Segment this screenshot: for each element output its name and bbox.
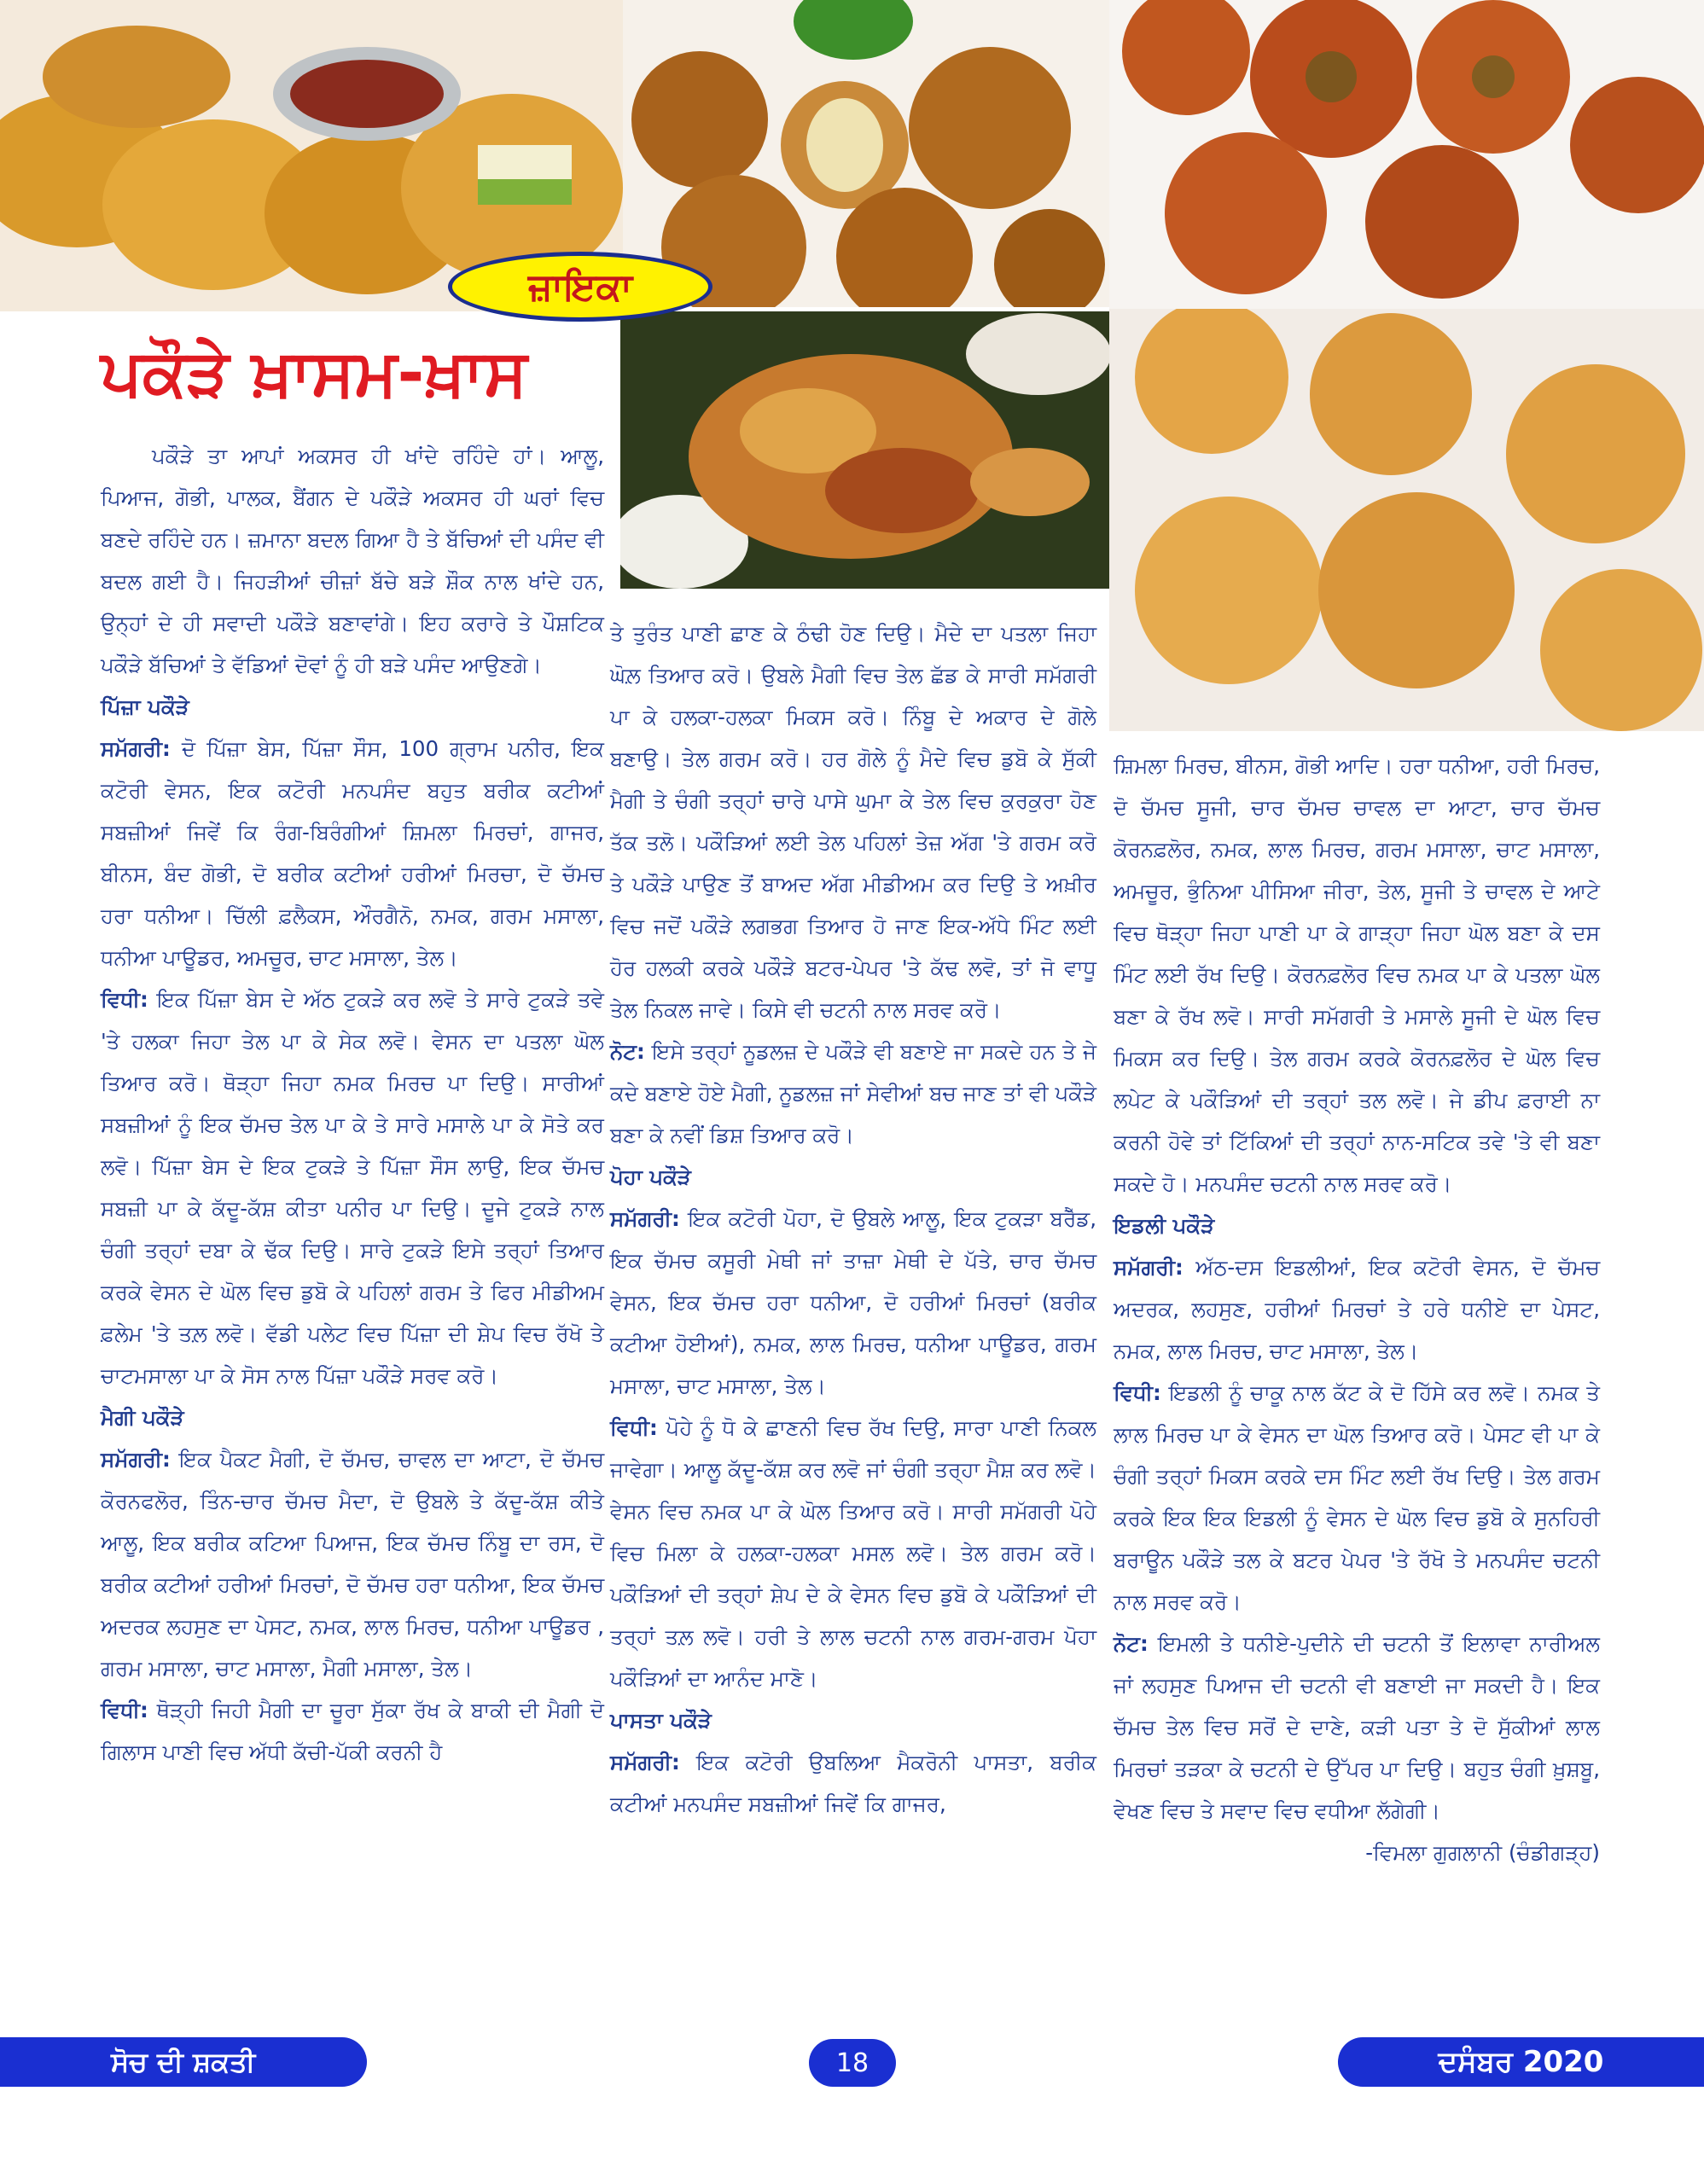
idli-method: ਵਿਧੀ: ਇਡਲੀ ਨੂੰ ਚਾਕੂ ਨਾਲ ਕੱਟ ਕੇ ਦੋ ਹਿੱਸੇ ਕਰ ਲਵੋ। ਨਮਕ ਤੇ ਲਾਲ ਮਿਰਚ ਪਾ ਕੇ ਵੇਸਨ ਦਾ ਘੋਲ ਤਿਆਰ ਕਰੋ। ਪੇਸਟ ਵੀ ਪਾ ਕੇ ਚੰਗੀ ਤਰ੍ਹਾਂ ਮਿਕਸ ਕਰਕੇ ਦਸ ਮਿੰਟ ਲਈ ਰੱਖ ਦਿਉ। ਤੇਲ ਗਰਮ ਕਰਕੇ ਇਕ ਇਕ ਇਡਲੀ ਨੂੰ ਵੇਸਨ ਦੇ ਘੋਲ ਵਿਚ ਡੁਬੋ ਕੇ ਸੁਨਹਿਰੀ ਬਰਾਊਨ ਪਕੌੜੇ ਤਲ ਕੇ ਬਟਰ ਪੇਪਰ 'ਤੇ ਰੱਖੋ ਤੇ ਮਨਪਸੰਦ ਚਟਨੀ ਨਾਲ ਸਰਵ ਕਰੋ। (1114, 1380, 1600, 1614)
poha-pakora-heading: ਪੋਹਾ ਪਕੌੜੇ (610, 1165, 691, 1189)
ingredients-label: ਸਮੱਗਰੀ: (1114, 1255, 1183, 1280)
pasta-pakora-heading: ਪਾਸਤਾ ਪਕੌੜੇ (610, 1708, 712, 1733)
photo-stuffed-pakoras (623, 0, 1109, 307)
maggi-method-start: ਵਿਧੀ: ਥੋੜ੍ਹੀ ਜਿਹੀ ਮੈਗੀ ਦਾ ਚੂਰਾ ਸੁੱਕਾ ਰੱਖ ਕੇ ਬਾਕੀ ਦੀ ਮੈਗੀ ਦੋ ਗਿਲਾਸ ਪਾਣੀ ਵਿਚ ਅੱਧੀ ਕੱਚੀ-ਪੱਕੀ ਕਰਨੀ ਹੈ (101, 1698, 604, 1764)
photo-maggi-pakoras (1109, 309, 1704, 731)
note-label: ਨੋਟ: (1114, 1631, 1149, 1656)
method-label: ਵਿਧੀ: (1114, 1380, 1161, 1405)
maggi-ingredients: ਸਮੱਗਰੀ: ਇਕ ਪੈਕਟ ਮੈਗੀ, ਦੋ ਚੱਮਚ, ਚਾਵਲ ਦਾ ਆਟਾ, ਦੋ ਚੱਮਚ ਕੋਰਨਫਲੋਰ, ਤਿੰਨ-ਚਾਰ ਚੱਮਚ ਮੈਦਾ, ਦੋ ਉਬਲੇ ਤੇ ਕੱਦੂ-ਕੱਸ਼ ਕੀਤੇ ਆਲੂ, ਇਕ ਬਰੀਕ ਕਟਿਆ ਪਿਆਜ, ਇਕ ਚੱਮਚ ਨਿੰਬੂ ਦਾ ਰਸ, ਦੋ ਬਰੀਕ ਕਟੀਆਂ ਹਰੀਆਂ ਮਿਰਚਾਂ, ਦੋ ਚੱਮਚ ਹਰਾ ਧਨੀਆ, ਇਕ ਚੱਮਚ ਅਦਰਕ ਲਹਸੁਣ ਦਾ ਪੇਸਟ, ਨਮਕ, ਲਾਲ ਮਿਰਚ, ਧਨੀਆ ਪਾਊਡਰ , ਗਰਮ ਮਸਾਲਾ, ਚਾਟ ਮਸਾਲਾ, ਮੈਗੀ ਮਸਾਲਾ, ਤੇਲ। (101, 1447, 604, 1681)
intro-paragraph: ਪਕੌੜੇ ਤਾ ਆਪਾਂ ਅਕਸਰ ਹੀ ਖਾਂਦੇ ਰਹਿੰਦੇ ਹਾਂ। ਆਲੂ, ਪਿਆਜ, ਗੋਭੀ, ਪਾਲਕ, ਬੈਂਗਨ ਦੇ ਪਕੌੜੇ ਅਕਸਰ ਹੀ ਘਰਾਂ ਵਿਚ ਬਣਦੇ ਰਹਿੰਦੇ ਹਨ। ਜ਼ਮਾਨਾ ਬਦਲ ਗਿਆ ਹੈ ਤੇ ਬੱਚਿਆਂ ਦੀ ਪਸੰਦ ਵੀ ਬਦਲ ਗਈ ਹੈ। ਜਿਹੜੀਆਂ ਚੀਜ਼ਾਂ ਬੱਚੇ ਬੜੇ ਸ਼ੌਕ ਨਾਲ ਖਾਂਦੇ ਹਨ, ਉਨ੍ਹਾਂ ਦੇ ਹੀ ਸਵਾਦੀ ਪਕੌੜੇ ਬਣਾਵਾਂਗੇ। ਇਹ ਕਰਾਰੇ ਤੇ ਪੌਸ਼ਟਿਕ ਪਕੌੜੇ ਬੱਚਿਆਂ ਤੇ ਵੱਡਿਆਂ ਦੋਵਾਂ ਨੂੰ ਹੀ ਬੜੇ ਪਸੰਦ ਆਉਣਗੇ। (101, 444, 604, 677)
method-label: ਵਿਧੀ: (610, 1415, 658, 1440)
pizza-pakora-heading: ਪਿੱਜ਼ਾ ਪਕੌੜੇ (101, 694, 189, 719)
maggi-note: ਨੋਟ: ਇਸੇ ਤਰ੍ਹਾਂ ਨੂਡਲਜ਼ ਦੇ ਪਕੌੜੇ ਵੀ ਬਣਾਏ ਜਾ ਸਕਦੇ ਹਨ ਤੇ ਜੇ ਕਦੇ ਬਣਾਏ ਹੋਏ ਮੈਗੀ, ਨੂਡਲਜ਼ ਜਾਂ ਸੇਵੀਆਂ ਬਚ ਜਾਣ ਤਾਂ ਵੀ ਪਕੌੜੇ ਬਣਾ ਕੇ ਨਵੀਂ ਡਿਸ਼ ਤਿਆਰ ਕਰੋ। (610, 1039, 1096, 1147)
pasta-ingredients-continued: ਸ਼ਿਮਲਾ ਮਿਰਚ, ਬੀਨਸ, ਗੋਭੀ ਆਦਿ। ਹਰਾ ਧਨੀਆ, ਹਰੀ ਮਿਰਚ, ਦੋ ਚੱਮਚ ਸੂਜੀ, ਚਾਰ ਚੱਮਚ ਚਾਵਲ ਦਾ ਆਟਾ, ਚਾਰ ਚੱਮਚ ਕੋਰਨਫ਼ਲੋਰ, ਨਮਕ, ਲਾਲ ਮਿਰਚ, ਗਰਮ ਮਸਾਲਾ, ਚਾਟ ਮਸਾਲਾ, ਅਮਚੂਰ, ਭੁੰਨਿਆ ਪੀਸਿਆ ਜੀਰਾ, ਤੇਲ, ਸੂਜੀ ਤੇ ਚਾਵਲ ਦੇ ਆਟੇ ਵਿਚ ਥੋੜ੍ਹਾ ਜਿਹਾ ਪਾਣੀ ਪਾ ਕੇ ਗਾੜ੍ਹਾ ਜਿਹਾ ਘੋਲ ਬਣਾ ਕੇ ਦਸ ਮਿੰਟ ਲਈ ਰੱਖ ਦਿਉ। ਕੋਰਨਫ਼ਲੋਰ ਵਿਚ ਨਮਕ ਪਾ ਕੇ ਪਤਲਾ ਘੋਲ ਬਣਾ ਕੇ ਰੱਖ ਲਵੋ। ਸਾਰੀ ਸਮੱਗਰੀ ਤੇ ਮਸਾਲੇ ਸੂਜੀ ਦੇ ਘੋਲ ਵਿਚ ਮਿਕਸ ਕਰ ਦਿਉ। ਤੇਲ ਗਰਮ ਕਰਕੇ ਕੋਰਨਫ਼ਲੋਰ ਦੇ ਘੋਲ ਵਿਚ ਲਪੇਟ ਕੇ ਪਕੌੜਿਆਂ ਦੀ ਤਰ੍ਹਾਂ ਤਲ ਲਵੋ। ਜੇ ਡੀਪ ਫ਼ਰਾਈ ਨਾ ਕਰਨੀ ਹੋਵੇ ਤਾਂ ਟਿੱਕਿਆਂ ਦੀ ਤਰ੍ਹਾਂ ਨਾਨ-ਸਟਿਕ ਤਵੇ 'ਤੇ ਵੀ ਬਣਾ ਸਕਦੇ ਹੋ। ਮਨਪਸੰਦ ਚਟਨੀ ਨਾਲ ਸਰਵ ਕਰੋ। (1114, 753, 1600, 1196)
ingredients-label: ਸਮੱਗਰੀ: (610, 1750, 680, 1774)
ingredients-label: ਸਮੱਗਰੀ: (101, 1447, 171, 1472)
method-label: ਵਿਧੀ: (101, 1698, 148, 1722)
maggi-pakora-heading: ਮੈਗੀ ਪਕੌੜੇ (101, 1405, 184, 1430)
poha-method: ਵਿਧੀ: ਪੋਹੇ ਨੂੰ ਧੋ ਕੇ ਛਾਣਨੀ ਵਿਚ ਰੱਖ ਦਿਉ, ਸਾਰਾ ਪਾਣੀ ਨਿਕਲ ਜਾਵੇਗਾ। ਆਲੂ ਕੱਦੂ-ਕੱਸ਼ ਕਰ ਲਵੋ ਜਾਂ ਚੰਗੀ ਤਰ੍ਹਾ ਮੈਸ਼ ਕਰ ਲਵੋ। ਵੇਸਨ ਵਿਚ ਨਮਕ ਪਾ ਕੇ ਘੋਲ ਤਿਆਰ ਕਰੋ। ਸਾਰੀ ਸਮੱਗਰੀ ਪੋਹੇ ਵਿਚ ਮਿਲਾ ਕੇ ਹਲਕਾ-ਹਲਕਾ ਮਸਲ ਲਵੋ। ਤੇਲ ਗਰਮ ਕਰੋ। ਪਕੌੜਿਆਂ ਦੀ ਤਰ੍ਹਾਂ ਸ਼ੇਪ ਦੇ ਕੇ ਵੇਸਨ ਵਿਚ ਡੁਬੋ ਕੇ ਪਕੌੜਿਆਂ ਦੀ ਤਰ੍ਹਾਂ ਤਲ਼ ਲਵੋ। ਹਰੀ ਤੇ ਲਾਲ ਚਟਨੀ ਨਾਲ ਗਰਮ-ਗਰਮ ਪੋਹਾ ਪਕੌੜਿਆਂ ਦਾ ਆਨੰਦ ਮਾਣੋ। (610, 1415, 1096, 1691)
article-column-3 (1114, 745, 1600, 1873)
article-column-1 (101, 435, 604, 1773)
footer-issue-date: ਦਸੰਬਰ 2020 (1338, 2037, 1704, 2087)
ingredients-label: ਸਮੱਗਰੀ: (101, 736, 171, 761)
poha-ingredients: ਸਮੱਗਰੀ: ਇਕ ਕਟੋਰੀ ਪੋਹਾ, ਦੋ ਉਬਲੇ ਆਲੂ, ਇਕ ਟੁਕੜਾ ਬਰੈੱਡ, ਇਕ ਚੱਮਚ ਕਸੂਰੀ ਮੇਥੀ ਜਾਂ ਤਾਜ਼ਾ ਮੇਥੀ ਦੇ ਪੱਤੇ, ਚਾਰ ਚੱਮਚ ਵੇਸਨ, ਇਕ ਚੱਮਚ ਹਰਾ ਧਨੀਆ, ਦੋ ਹਰੀਆਂ ਮਿਰਚਾਂ (ਬਰੀਕ ਕਟੀਆ ਹੋਈਆਂ), ਨਮਕ, ਲਾਲ ਮਿਰਚ, ਧਨੀਆ ਪਾਊਡਰ, ਗਰਮ ਮਸਾਲਾ, ਚਾਟ ਮਸਾਲਾ, ਤੇਲ। (610, 1206, 1096, 1398)
pasta-ingredients-start: ਸਮੱਗਰੀ: ਇਕ ਕਟੋਰੀ ਉਬਲਿਆ ਮੈਕਰੋਨੀ ਪਾਸਤਾ, ਬਰੀਕ ਕਟੀਆਂ ਮਨਪਸੰਦ ਸਬਜ਼ੀਆਂ ਜਿਵੇਂ ਕਿ ਗਾਜਰ, (610, 1750, 1096, 1816)
footer-magazine-name: ਸੋਚ ਦੀ ਸ਼ਕਤੀ (0, 2037, 367, 2087)
ingredients-label: ਸਮੱਗਰੀ: (610, 1206, 680, 1231)
idli-pakora-heading: ਇਡਲੀ ਪਕੌੜੇ (1114, 1213, 1215, 1238)
author-credit: -ਵਿਮਲਾ ਗੁਗਲਾਨੀ (ਚੰਡੀਗੜ੍ਹ) (1365, 1840, 1600, 1865)
article-column-2 (610, 613, 1096, 1825)
section-badge: ਜ਼ਾਇਕਾ (448, 252, 712, 322)
pizza-method: ਵਿਧੀ: ਇਕ ਪਿੱਜ਼ਾ ਬੇਸ ਦੇ ਅੱਠ ਟੁਕੜੇ ਕਰ ਲਵੋ ਤੇ ਸਾਰੇ ਟੁਕੜੇ ਤਵੇ 'ਤੇ ਹਲਕਾ ਜਿਹਾ ਤੇਲ ਪਾ ਕੇ ਸੇਕ ਲਵੋ। ਵੇਸਨ ਦਾ ਪਤਲਾ ਘੋਲ ਤਿਆਰ ਕਰੋ। ਥੋੜ੍ਹਾ ਜਿਹਾ ਨਮਕ ਮਿਰਚ ਪਾ ਦਿਉ। ਸਾਰੀਆਂ ਸਬਜ਼ੀਆਂ ਨੂੰ ਇਕ ਚੱਮਚ ਤੇਲ ਪਾ ਕੇ ਤੇ ਸਾਰੇ ਮਸਾਲੇ ਪਾ ਕੇ ਸੋਤੇ ਕਰ ਲਵੋ। ਪਿੱਜ਼ਾ ਬੇਸ ਦੇ ਇਕ ਟੁਕੜੇ ਤੇ ਪਿੱਜ਼ਾ ਸੌਸ ਲਾਉ, ਇਕ ਚੱਮਚ ਸਬਜ਼ੀ ਪਾ ਕੇ ਕੱਦੂ-ਕੱਸ਼ ਕੀਤਾ ਪਨੀਰ ਪਾ ਦਿਉ। ਦੂਜੇ ਟੁਕੜੇ ਨਾਲ ਚੰਗੀ ਤਰ੍ਹਾਂ ਦਬਾ ਕੇ ਢੱਕ ਦਿਉ। ਸਾਰੇ ਟੁਕੜੇ ਇਸੇ ਤਰ੍ਹਾਂ ਤਿਆਰ ਕਰਕੇ ਵੇਸਨ ਦੇ ਘੋਲ ਵਿਚ ਡੁਬੋ ਕੇ ਪਹਿਲਾਂ ਗਰਮ ਤੇ ਫਿਰ ਮੀਡੀਅਮ ਫ਼ਲੇਮ 'ਤੇ ਤਲ਼ ਲਵੋ। ਵੱਡੀ ਪਲੇਟ ਵਿਚ ਪਿੱਜ਼ਾ ਦੀ ਸ਼ੇਪ ਵਿਚ ਰੱਖੋ ਤੇ ਚਾਟਮਸਾਲਾ ਪਾ ਕੇ ਸੋਸ ਨਾਲ ਪਿੱਜ਼ਾ ਪਕੌੜੇ ਸਰਵ ਕਰੋ। (101, 987, 604, 1388)
photo-pakora-balls (1109, 0, 1704, 309)
footer-page-number: 18 (809, 2039, 896, 2087)
pizza-ingredients: ਸਮੱਗਰੀ: ਦੋ ਪਿੱਜ਼ਾ ਬੇਸ, ਪਿੱਜ਼ਾ ਸੌਸ, 100 ਗ੍ਰਾਮ ਪਨੀਰ, ਇਕ ਕਟੋਰੀ ਵੇਸਨ, ਇਕ ਕਟੋਰੀ ਮਨਪਸੰਦ ਬਹੁਤ ਬਰੀਕ ਕਟੀਆਂ ਸਬਜ਼ੀਆਂ ਜਿਵੇਂ ਕਿ ਰੰਗ-ਬਿਰੰਗੀਆਂ ਸ਼ਿਮਲਾ ਮਿਰਚਾਂ, ਗਾਜਰ, ਬੀਨਸ, ਬੰਦ ਗੋਭੀ, ਦੋ ਬਰੀਕ ਕਟੀਆਂ ਹਰੀਆਂ ਮਿਰਚਾ, ਦੋ ਚੱਮਚ ਹਰਾ ਧਨੀਆ। ਚਿੱਲੀ ਫ਼ਲੈਕਸ, ਔਰਗੈਨੋ, ਨਮਕ, ਗਰਮ ਮਸਾਲਾ, ਧਨੀਆ ਪਾਊਡਰ, ਅਮਚੂਰ, ਚਾਟ ਮਸਾਲਾ, ਤੇਲ। (101, 736, 604, 970)
note-label: ਨੋਟ: (610, 1039, 645, 1064)
idli-ingredients: ਸਮੱਗਰੀ: ਅੱਠ-ਦਸ ਇਡਲੀਆਂ, ਇਕ ਕਟੋਰੀ ਵੇਸਨ, ਦੋ ਚੱਮਚ ਅਦਰਕ, ਲਹਸੁਣ, ਹਰੀਆਂ ਮਿਰਚਾਂ ਤੇ ਹਰੇ ਧਨੀਏ ਦਾ ਪੇਸਟ, ਨਮਕ, ਲਾਲ ਮਿਰਚ, ਚਾਟ ਮਸਾਲਾ, ਤੇਲ। (1114, 1255, 1600, 1363)
method-label: ਵਿਧੀ: (101, 987, 148, 1012)
article-title: ਪਕੌੜੇ ਖ਼ਾਸਮ-ਖ਼ਾਸ (101, 334, 527, 410)
idli-note: ਨੋਟ: ਇਮਲੀ ਤੇ ਧਨੀਏ-ਪੁਦੀਨੇ ਦੀ ਚਟਨੀ ਤੋਂ ਇਲਾਵਾ ਨਾਰੀਅਲ ਜਾਂ ਲਹਸੁਣ ਪਿਆਜ ਦੀ ਚਟਨੀ ਵੀ ਬਣਾਈ ਜਾ ਸਕਦੀ ਹੈ। ਇਕ ਚੱਮਚ ਤੇਲ ਵਿਚ ਸਰੋਂ ਦੇ ਦਾਣੇ, ਕੜੀ ਪਤਾ ਤੇ ਦੋ ਸੁੱਕੀਆਂ ਲਾਲ ਮਿਰਚਾਂ ਤੜਕਾ ਕੇ ਚਟਨੀ ਦੇ ਉੱਪਰ ਪਾ ਦਿਉ। ਬਹੁਤ ਚੰਗੀ ਖ਼ੁਸ਼ਬੂ, ਵੇਖਣ ਵਿਚ ਤੇ ਸਵਾਦ ਵਿਚ ਵਧੀਆ ਲੱਗੇਗੀ। (1114, 1631, 1600, 1823)
photo-poha-pakoras (620, 311, 1111, 589)
maggi-method-continued: ਤੇ ਤੁਰੰਤ ਪਾਣੀ ਛਾਣ ਕੇ ਠੰਢੀ ਹੋਣ ਦਿਉ। ਮੈਦੇ ਦਾ ਪਤਲਾ ਜਿਹਾ ਘੋਲ਼ ਤਿਆਰ ਕਰੋ। ਉਬਲੇ ਮੈਗੀ ਵਿਚ ਤੇਲ ਛੱਡ ਕੇ ਸਾਰੀ ਸਮੱਗਰੀ ਪਾ ਕੇ ਹਲਕਾ-ਹਲਕਾ ਮਿਕਸ ਕਰੋ। ਨਿੰਬੂ ਦੇ ਅਕਾਰ ਦੇ ਗੋਲੇ ਬਣਾਉ। ਤੇਲ ਗਰਮ ਕਰੋ। ਹਰ ਗੋਲੇ ਨੂੰ ਮੈਦੇ ਵਿਚ ਡੁਬੋ ਕੇ ਸੁੱਕੀ ਮੈਗੀ ਤੇ ਚੰਗੀ ਤਰ੍ਹਾਂ ਚਾਰੇ ਪਾਸੇ ਘੁਮਾ ਕੇ ਤੇਲ ਵਿਚ ਕੁਰਕੁਰਾ ਹੋਣ ਤੱਕ ਤਲੋ। ਪਕੌੜਿਆਂ ਲਈ ਤੇਲ ਪਹਿਲਾਂ ਤੇਜ਼ ਅੱਗ 'ਤੇ ਗਰਮ ਕਰੋ ਤੇ ਪਕੌੜੇ ਪਾਉਣ ਤੋਂ ਬਾਅਦ ਅੱਗ ਮੀਡੀਅਮ ਕਰ ਦਿਉ ਤੇ ਅਖ਼ੀਰ ਵਿਚ ਜਦੋਂ ਪਕੌੜੇ ਲਗਭਗ ਤਿਆਰ ਹੋ ਜਾਣ ਇਕ-ਅੱਧੇ ਮਿੰਟ ਲਈ ਹੋਰ ਹਲਕੀ ਕਰਕੇ ਪਕੌੜੇ ਬਟਰ-ਪੇਪਰ 'ਤੇ ਕੱਢ ਲਵੋ, ਤਾਂ ਜੋ ਵਾਧੂ ਤੇਲ ਨਿਕਲ ਜਾਵੇ। ਕਿਸੇ ਵੀ ਚਟਨੀ ਨਾਲ ਸਰਵ ਕਰੋ। (610, 621, 1096, 1022)
